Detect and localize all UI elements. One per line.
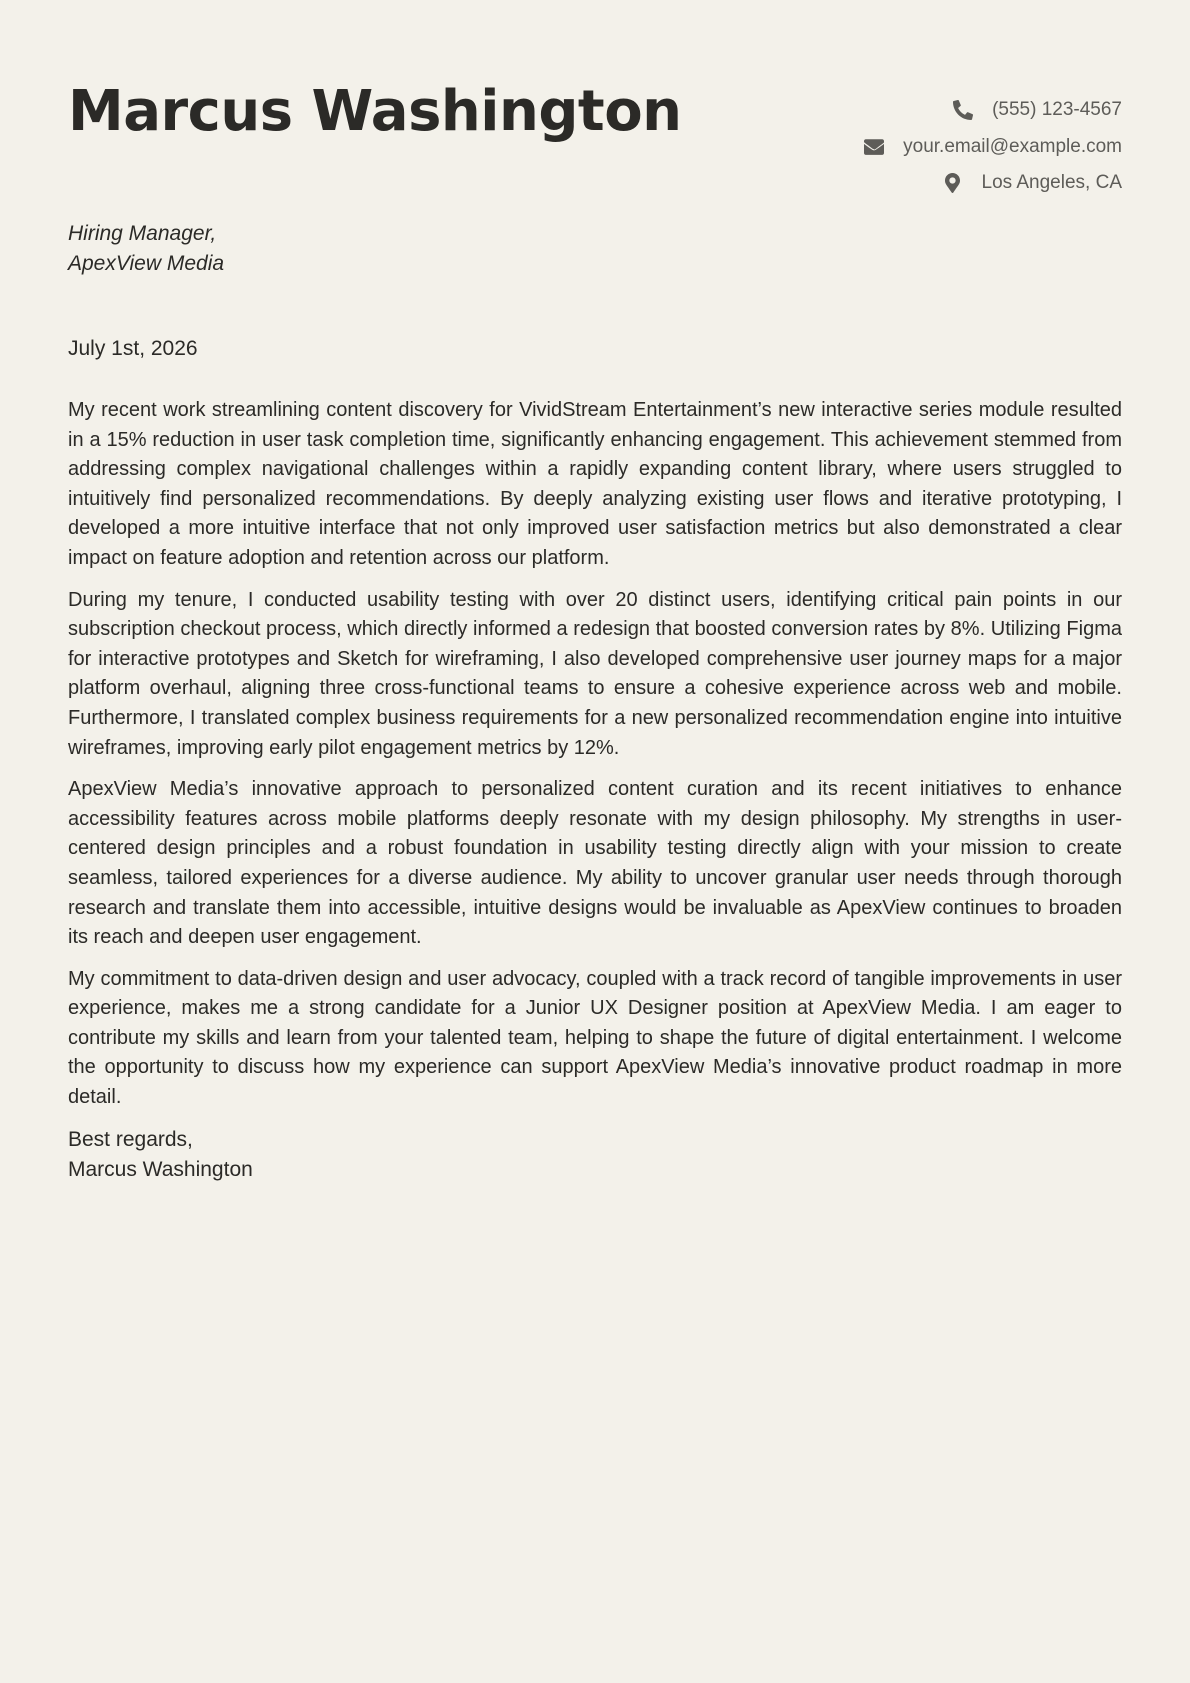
letter-header — [68, 0, 1122, 210]
closing-signature: Marcus Washington — [68, 1157, 253, 1181]
envelope-icon — [863, 136, 885, 158]
location-text: Los Angeles, CA — [981, 172, 1122, 194]
body-paragraph: My recent work streamlining content discovery for VividStream Entertainment’s new interactive series module resulted in a 15% reduction in user task completion time, significantly enhancing engagement. This achievement stemmed from addressing complex navigational challenges within a rapidly expanding content library, where users struggled to intuitively find personalized recommendations. By deeply analyzing existing user flows and iterative prototyping, I developed a more intuitive interface that not only improved user satisfaction metrics but also demonstrated a clear impact on feature adoption and retention across our platform. — [68, 399, 1122, 569]
contact-info — [863, 92, 1122, 202]
contact-phone — [863, 92, 1122, 129]
phone-text: (555) 123-4567 — [992, 99, 1122, 121]
phone-icon — [952, 99, 974, 121]
map-marker-icon — [942, 172, 964, 194]
closing-block — [68, 1125, 1122, 1185]
recipient-block — [68, 219, 224, 279]
closing-salutation: Best regards, — [68, 1127, 193, 1151]
contact-email — [863, 129, 1122, 166]
body-paragraph: My commitment to data-driven design and user advocacy, coupled with a track record of tangible improvements in user experience, makes me a strong candidate for a Junior UX Designer position at ApexView Media. I am eager to contribute my skills and learn from your talented team, helping to shape the future of digital entertainment. I welcome the opportunity to discuss how my experience can support ApexView Media’s innovative product roadmap in more detail. — [68, 967, 1122, 1109]
body-paragraph: ApexView Media’s innovative approach to personalized content curation and its recent initiatives to enhance accessibility features across mobile platforms deeply resonate with my design philosophy. My strengths in user-centered design principles and a robust foundation in usability testing directly align with your mission to create seamless, tailored experiences for a diverse audience. My ability to uncover granular user needs through thorough research and translate them into accessible, intuitive designs would be invaluable as ApexView continues to broaden its reach and deepen user engagement. — [68, 778, 1122, 949]
recipient-company: ApexView Media — [68, 252, 225, 275]
contact-location — [863, 165, 1122, 202]
cover-letter-page — [68, 0, 1122, 1181]
letter-date: July 1st, 2026 — [68, 337, 198, 360]
applicant-name: Marcus Washington — [68, 79, 682, 144]
recipient-title: Hiring Manager, — [68, 222, 217, 245]
letter-body — [68, 396, 1122, 1185]
body-paragraph: During my tenure, I conducted usability testing with over 20 distinct users, identifying critical pain points in our subscription checkout process, which directly informed a redesign that boosted conversion rates by 8%. Utilizing Figma for interactive prototypes and Sketch for wireframing, I also developed comprehensive user journey maps for a major platform overhaul, aligning three cross-functional teams to ensure a cohesive experience across web and mobile. Furthermore, I translated complex business requirements for a new personalized recommendation engine into intuitive wireframes, improving early pilot engagement metrics by 12%. — [68, 588, 1122, 759]
email-text: your.email@example.com — [903, 135, 1122, 157]
